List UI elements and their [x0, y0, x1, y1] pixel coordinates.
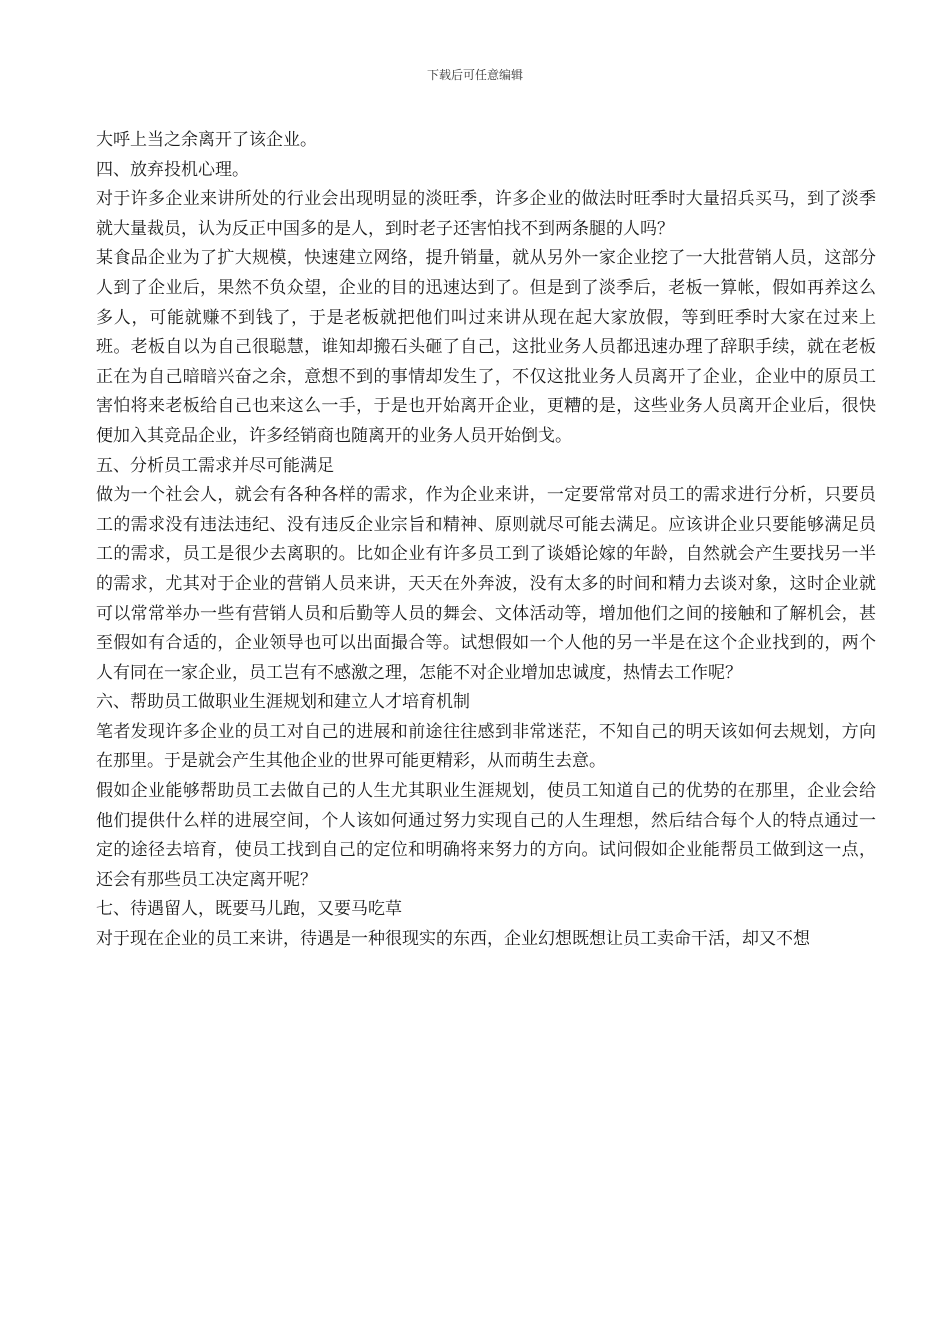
- page-header: 下载后可任意编辑: [426, 68, 523, 82]
- section-heading: 六、帮助员工做职业生涯规划和建立人才培育机制: [96, 692, 470, 713]
- paragraph: 笔者发现许多企业的员工对自己的进展和前途往往感到非常迷茫，不知自己的明天该如何去规划，方向在那里。于是就会产生其他企业的世界可能更精彩，从而萌生去意。: [96, 721, 876, 772]
- paragraph: 假如企业能够帮助员工去做自己的人生尤其职业生涯规划，使员工知道自己的优势的在那里，企业会给他们提供什么样的进展空间，个人该如何通过努力实现自己的人生理想，然后结合每个人的特点通过一定的途径去培育，使员工找到自己的定位和明确将来努力的方向。试问假如企业能帮员工做到这一点，还会有那些员工决定离开呢？: [96, 781, 876, 890]
- paragraph: 某食品企业为了扩大规模，快速建立网络，提升销量，就从另外一家企业挖了一大批营销人员，这部分人到了企业后，果然不负众望，企业的目的迅速达到了。但是到了淡季后，老板一算帐，假如再养这么多人，可能就赚不到钱了，于是老板就把他们叫过来讲从现在起大家放假，等到旺季时大家在过来上班。老板自以为自己很聪慧，谁知却搬石头砸了自己，这批业务人员都迅速办理了辞职手续，就在老板正在为自己暗暗兴奋之余，意想不到的事情却发生了，不仅这批业务人员离开了企业，企业中的原员工害怕将来老板给自己也来这么一手，于是也开始离开企业，更糟的是，这些业务人员离开企业后，很快便加入其竞品企业，许多经销商也随离开的业务人员开始倒戈。: [96, 248, 876, 446]
- paragraph: 对于许多企业来讲所处的行业会出现明显的淡旺季，许多企业的做法时旺季时大量招兵买马，到了淡季就大量裁员，认为反正中国多的是人，到时老子还害怕找不到两条腿的人吗？: [96, 189, 876, 239]
- section-heading: 五、分析员工需求并尽可能满足: [96, 455, 334, 476]
- section-heading: 七、待遇留人，既要马儿跑，又要马吃草: [96, 899, 402, 920]
- paragraph: 对于现在企业的员工来讲，待遇是一种很现实的东西，企业幻想既想让员工卖命干活，却又不想: [96, 929, 810, 950]
- section-heading: 四、放弃投机心理。: [96, 159, 249, 180]
- paragraph: 大呼上当之余离开了该企业。: [96, 130, 317, 150]
- document-body: [96, 126, 876, 955]
- paragraph: 做为一个社会人，就会有各种各样的需求，作为企业来讲，一定要常常对员工的需求进行分析，只要员工的需求没有违法违纪、没有违反企业宗旨和精神、原则就尽可能去满足。应该讲企业只要能够满足员工的需求，员工是很少去离职的。比如企业有许多员工到了谈婚论嫁的年龄，自然就会产生要找另一半的需求，尤其对于企业的营销人员来讲，天天在外奔波，没有太多的时间和精力去谈对象，这时企业就可以常常举办一些有营销人员和后勤等人员的舞会、文体活动等，增加他们之间的接触和了解机会，甚至假如有合适的，企业领导也可以出面撮合等。试想假如一个人他的另一半是在这个企业找到的，两个人有同在一家企业，员工岂有不感激之理，怎能不对企业增加忠诚度，热情去工作呢？: [96, 485, 876, 683]
